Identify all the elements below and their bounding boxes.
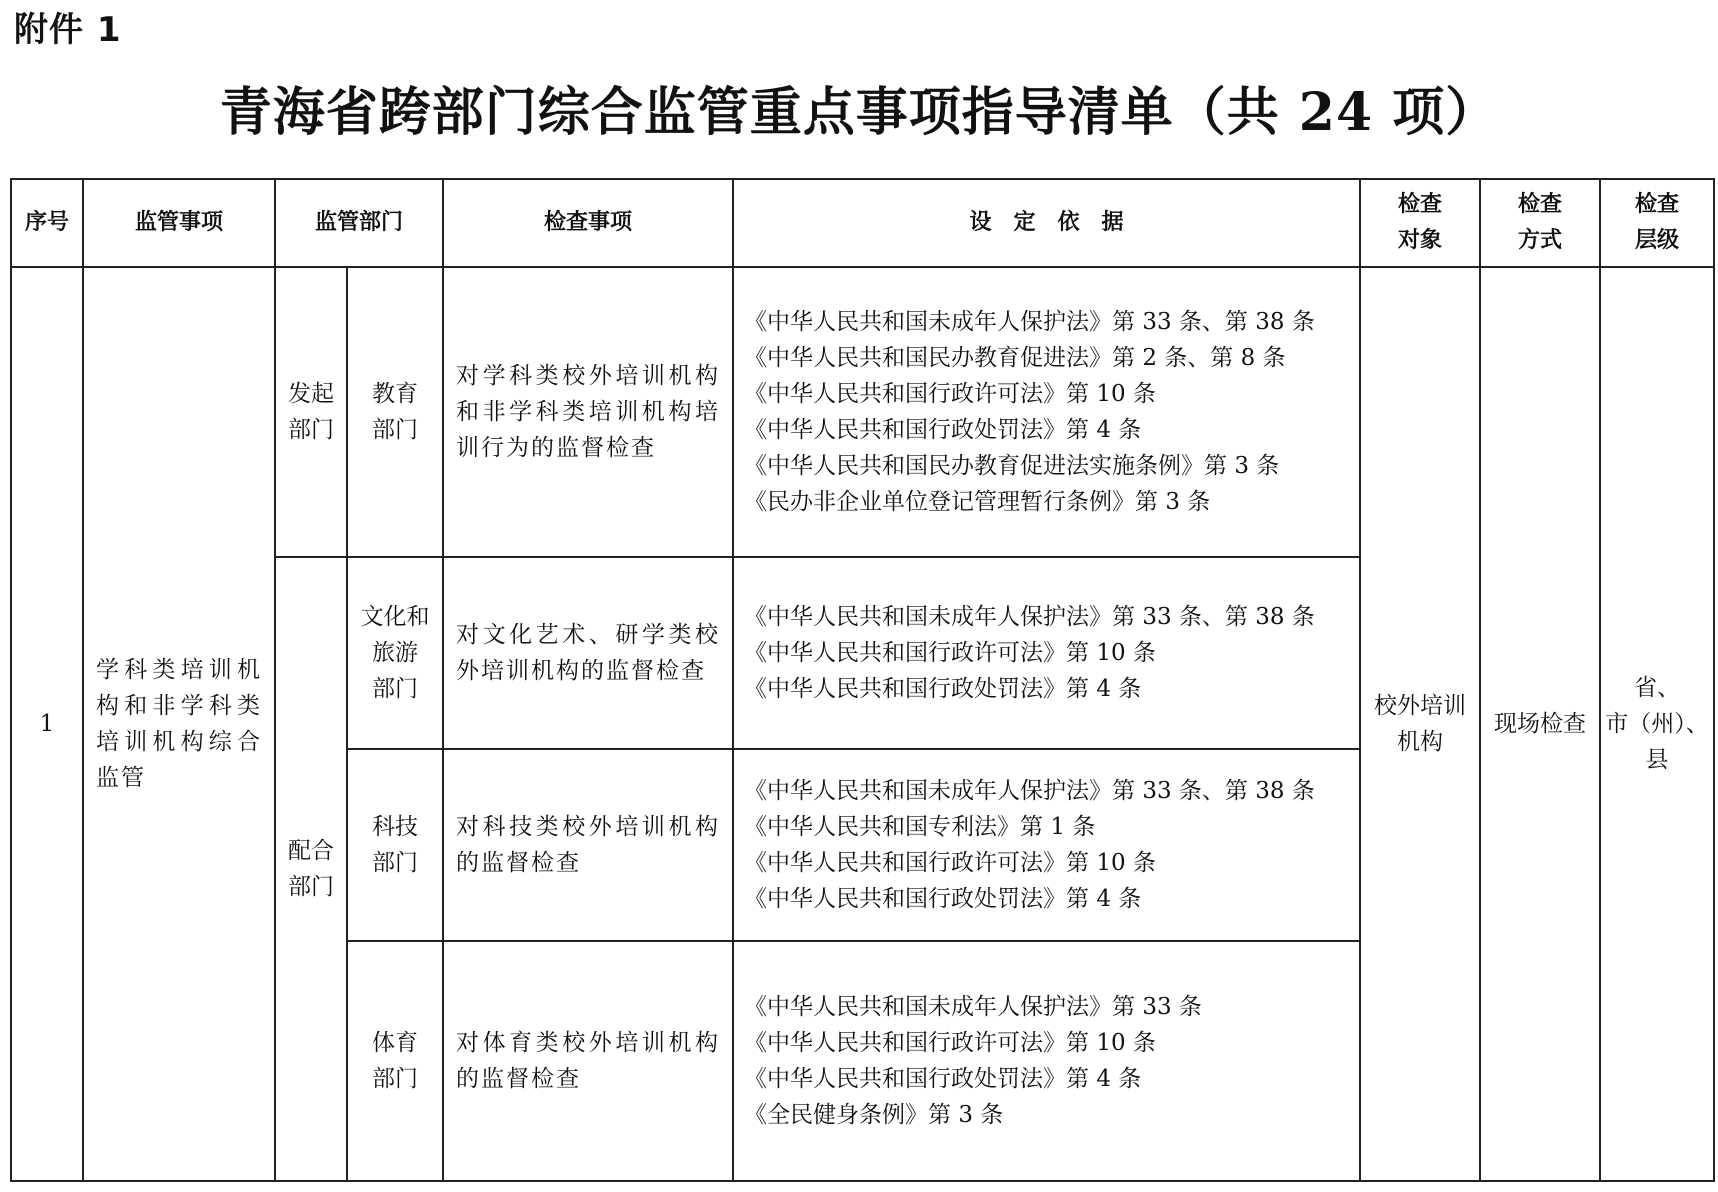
header-level-line: 层级 [1635, 228, 1680, 253]
header-target-line: 检查 [1398, 192, 1443, 217]
department-line: 部门 [372, 417, 418, 443]
department-cell [347, 267, 443, 557]
basis-line: 《中华人民共和国未成年人保护法》第 33 条、第 38 条 [744, 309, 1315, 335]
method-cell: 现场检查 [1480, 267, 1600, 1181]
role-line: 部门 [288, 417, 334, 443]
table-row [11, 267, 1714, 557]
target-line: 校外培训 [1374, 693, 1467, 719]
role-initiator-cell [275, 267, 347, 557]
target-line: 机构 [1397, 729, 1444, 755]
basis-line: 《中华人民共和国行政处罚法》第 4 条 [744, 676, 1142, 702]
role-cooperator-cell [275, 557, 347, 1181]
basis-line: 《中华人民共和国行政许可法》第 10 条 [744, 850, 1156, 876]
department-line: 文化和 [360, 604, 430, 630]
department-line: 部门 [372, 676, 418, 702]
inspection-cell: 对文化艺术、研学类校外培训机构的监督检查 [443, 557, 733, 749]
header-target-line: 对象 [1398, 228, 1443, 253]
header-method-line: 方式 [1518, 228, 1563, 253]
page-title: 青海省跨部门综合监管重点事项指导清单（共 24 项） [219, 82, 1499, 143]
basis-cell [733, 557, 1360, 749]
header-basis: 设 定 依 据 [733, 179, 1360, 267]
header-inspection: 检查事项 [443, 179, 733, 267]
level-line: 市（州）、 [1605, 711, 1709, 737]
level-cell [1600, 267, 1714, 1181]
inspection-cell: 对体育类校外培训机构的监督检查 [443, 941, 733, 1181]
header-level-line: 检查 [1635, 192, 1680, 217]
header-department: 监管部门 [275, 179, 443, 267]
department-line: 部门 [372, 850, 418, 876]
basis-line: 《中华人民共和国行政处罚法》第 4 条 [744, 417, 1142, 443]
header-item: 监管事项 [83, 179, 275, 267]
basis-line: 《中华人民共和国民办教育促进法实施条例》第 3 条 [744, 453, 1280, 479]
basis-cell [733, 749, 1360, 941]
department-cell [347, 749, 443, 941]
serial-cell: 1 [11, 267, 83, 1181]
basis-line: 《中华人民共和国行政许可法》第 10 条 [744, 381, 1156, 407]
item-cell: 学科类培训机构和非学科类培训机构综合监管 [83, 267, 275, 1181]
inspection-cell: 对科技类校外培训机构的监督检查 [443, 749, 733, 941]
supervision-table [10, 178, 1715, 1182]
basis-line: 《民办非企业单位登记管理暂行条例》第 3 条 [744, 489, 1211, 515]
table-header-row [11, 179, 1714, 267]
basis-cell [733, 941, 1360, 1181]
department-line: 科技 [372, 814, 418, 840]
attachment-label: 附件 1 [14, 10, 122, 50]
department-line: 教育 [372, 381, 418, 407]
basis-line: 《中华人民共和国行政处罚法》第 4 条 [744, 886, 1142, 912]
level-line: 县 [1645, 747, 1669, 773]
role-line: 配合 [288, 838, 334, 864]
role-line: 发起 [288, 381, 334, 407]
basis-line: 《中华人民共和国未成年人保护法》第 33 条、第 38 条 [744, 604, 1315, 630]
inspection-cell: 对学科类校外培训机构和非学科类培训机构培训行为的监督检查 [443, 267, 733, 557]
basis-line: 《中华人民共和国行政许可法》第 10 条 [744, 640, 1156, 666]
level-line: 省、 [1634, 675, 1681, 701]
header-serial: 序号 [11, 179, 83, 267]
basis-line: 《中华人民共和国未成年人保护法》第 33 条、第 38 条 [744, 778, 1315, 804]
header-level [1600, 179, 1714, 267]
header-method [1480, 179, 1600, 267]
department-line: 部门 [372, 1066, 418, 1092]
department-line: 旅游 [372, 640, 418, 666]
department-line: 体育 [372, 1030, 418, 1056]
basis-line: 《中华人民共和国专利法》第 1 条 [744, 814, 1096, 840]
department-cell [347, 941, 443, 1181]
header-target [1360, 179, 1480, 267]
department-cell [347, 557, 443, 749]
role-line: 部门 [288, 874, 334, 900]
header-method-line: 检查 [1518, 192, 1563, 217]
basis-line: 《中华人民共和国行政处罚法》第 4 条 [744, 1066, 1142, 1092]
target-cell [1360, 267, 1480, 1181]
basis-cell [733, 267, 1360, 557]
basis-line: 《中华人民共和国未成年人保护法》第 33 条 [744, 994, 1202, 1020]
basis-line: 《全民健身条例》第 3 条 [744, 1102, 1004, 1128]
basis-line: 《中华人民共和国行政许可法》第 10 条 [744, 1030, 1156, 1056]
basis-line: 《中华人民共和国民办教育促进法》第 2 条、第 8 条 [744, 345, 1286, 371]
